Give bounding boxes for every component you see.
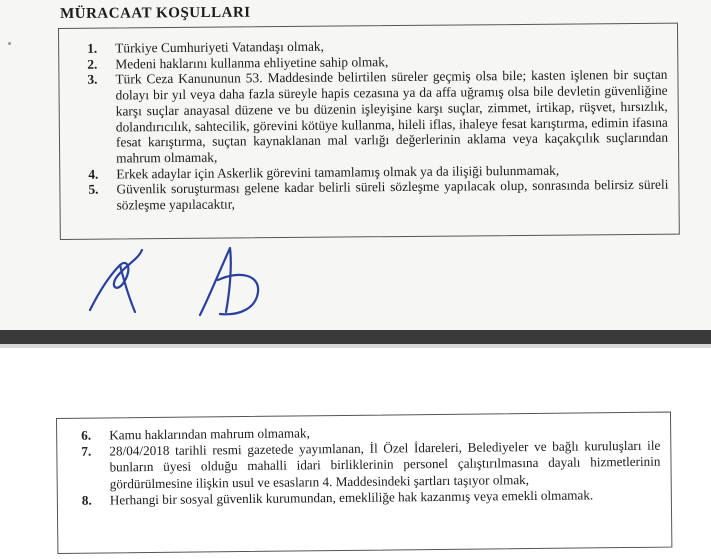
item-text: 28/04/2018 tarihli resmi gazetede yayımlanan, İl Özel İdareleri, Belediyeler ve bağlı kuruluşları ile bunların üyesi olduğu mahalli idari birliklerinin personel çalıştırılmasına dayalı hizmetlerinin gördürülmesine ilişkin usul ve esasların 4. Maddesindeki şartları taşıyor olmak, — [109, 437, 661, 492]
list-item — [88, 177, 668, 213]
item-text: Medeni haklarını kullanma ehliyetine sahip olmak, — [115, 53, 389, 72]
list-item — [87, 67, 668, 166]
item-text: Güvenlik soruşturması gelene kadar belirli süreli sözleşme yapılacak olup, sonrasında belirsiz süreli sözleşme yapılacaktır, — [116, 177, 669, 213]
scan-divider-bar — [0, 330, 711, 344]
item-number: 2. — [87, 56, 98, 72]
page-title: MÜRACAAT KOŞULLARI — [60, 4, 251, 22]
item-number: 5. — [88, 181, 99, 198]
item-text: Türk Ceza Kanununun 53. Maddesinde belirtilen süreler geçmiş olsa bile; kasten işlenen bir suçtan dolayı bir yıl veya daha fazla süreyle hapis cezasına ya da affa uğramış olsa bile devletin güvenliğine karşı suçlar anayasal düzene ve bu düzenin işleyişine karşı suçlar, zimmet, irtikap, rüşvet, hırsızlık, dolandırıcılık, sahtecilik, görevini kötüye kullanma, hileli iflas, ihaleye fesat karıştırma, edimin ifasına fesat karıştırma, suçtan kaynaklanan mal varlığı değerlerinin aklama veya kaçakçılık suçlarından mahrum olmamak, — [115, 67, 669, 166]
item-text: Herhangi bir sosyal güvenlik kurumundan, emekliliğe hak kazanmış veya emekli olmamak. — [109, 487, 594, 508]
scan-speck — [8, 42, 11, 45]
item-number: 1. — [87, 40, 98, 56]
item-text: Türkiye Cumhuriyeti Vatandaşı olmak, — [115, 38, 324, 56]
conditions-list-top — [59, 24, 679, 214]
item-text: Erkek adaylar için Askerlik görevini tamamlamış olmak ya da ilişiği bulunmamak, — [116, 162, 560, 182]
item-number: 7. — [81, 443, 92, 459]
item-number: 6. — [81, 427, 92, 443]
signature-left — [90, 250, 142, 312]
item-number: 8. — [81, 492, 92, 508]
signature-right — [200, 248, 258, 315]
item-number: 4. — [88, 166, 99, 182]
conditions-list-bottom — [57, 413, 671, 509]
handwritten-signatures — [80, 230, 280, 320]
list-item — [81, 438, 660, 493]
item-number: 3. — [87, 72, 98, 88]
item-text: Kamu haklarından mahrum olmamak, — [109, 425, 310, 443]
conditions-box-top — [58, 23, 680, 240]
conditions-box-bottom — [56, 412, 672, 554]
